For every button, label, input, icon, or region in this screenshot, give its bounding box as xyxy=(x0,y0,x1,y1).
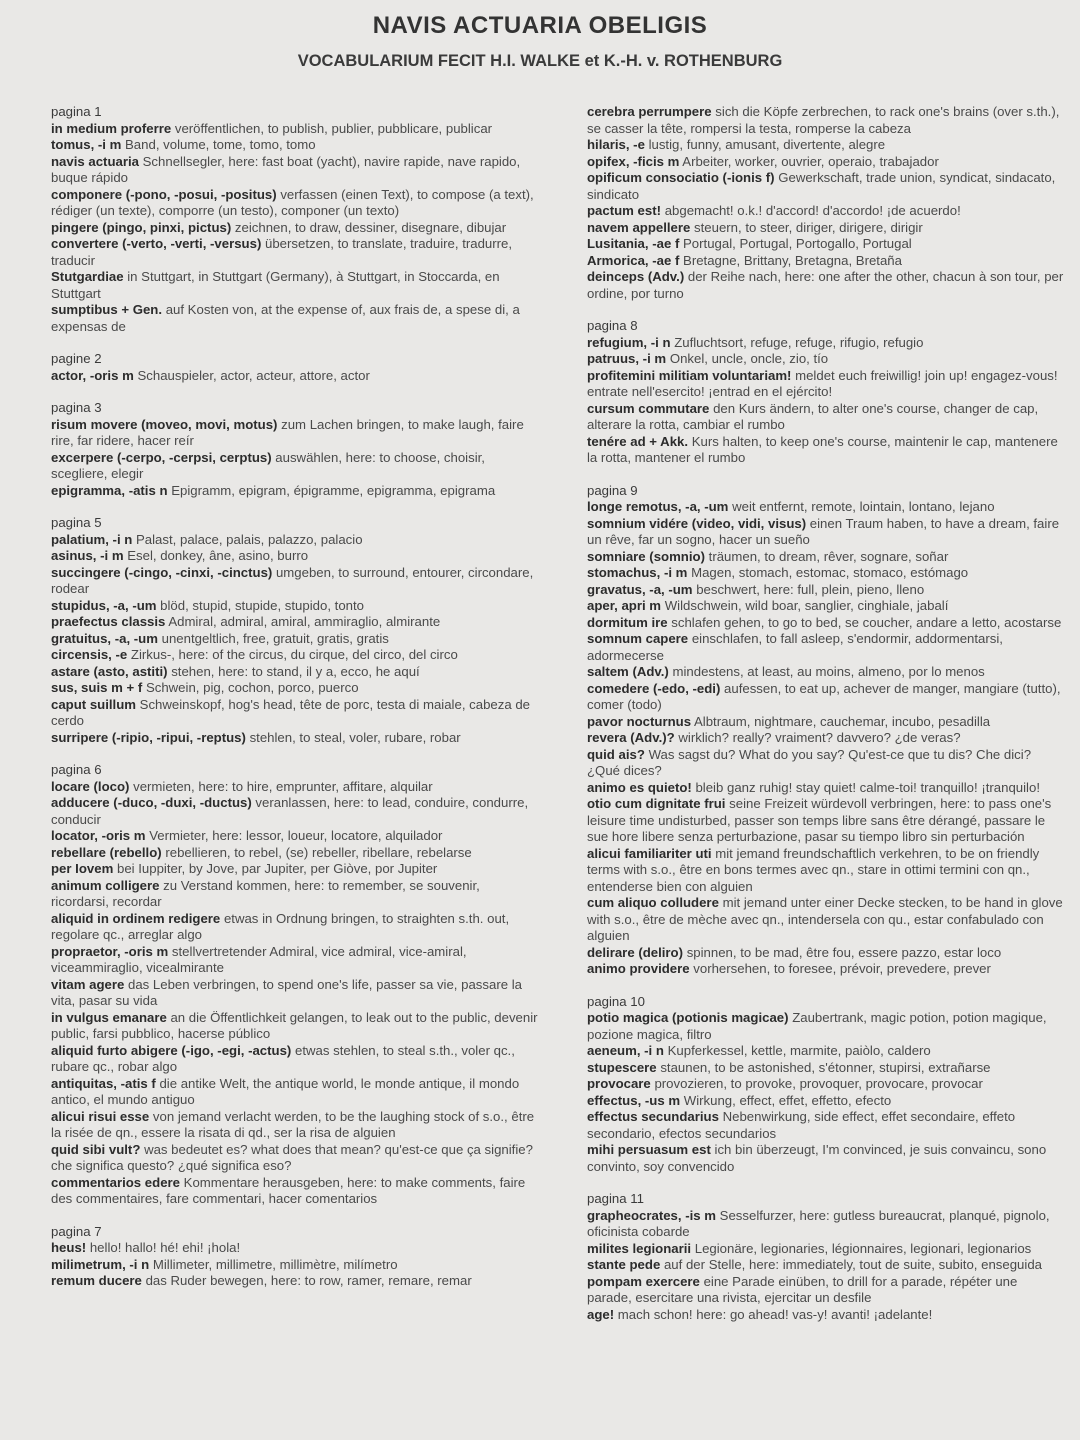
vocab-section xyxy=(587,104,1065,302)
vocab-section xyxy=(587,994,1065,1176)
vocab-entry xyxy=(51,1175,541,1208)
translations: bei Iuppiter, by Jove, par Jupiter, per Giòve, por Jupiter xyxy=(116,861,438,876)
vocab-entry xyxy=(51,548,541,565)
translations: Legionäre, legionaries, légionnaires, legionari, legionarios xyxy=(694,1240,1032,1256)
latin-term: animum colligere xyxy=(51,877,160,893)
vocab-entry xyxy=(51,1142,541,1175)
vocab-entry xyxy=(51,614,541,631)
latin-term: animo providere xyxy=(587,961,690,976)
vocab-section xyxy=(51,762,541,1208)
vocab-entry xyxy=(587,846,1065,896)
latin-term: vitam agere xyxy=(51,976,125,992)
translations: Portugal, Portugal, Portogallo, Portugal xyxy=(683,236,912,251)
latin-term: cursum commutare xyxy=(587,400,710,416)
latin-term: mihi persuasum est xyxy=(587,1142,711,1157)
vocab-section xyxy=(587,318,1065,467)
translations: Onkel, uncle, oncle, zio, tío xyxy=(669,351,829,366)
vocab-entry xyxy=(587,1257,1065,1274)
translations: mit jemand freundschaftlich verkehren, to be on friendly terms with s.o., être en bons termes avec qn., stare in ottimi termini con qn., entenderse bien con alguien xyxy=(587,845,1040,894)
latin-term: rebellare (rebello) xyxy=(51,844,162,860)
latin-term: circensis, -e xyxy=(51,647,128,662)
page-number-heading: pagina 11 xyxy=(587,1191,644,1206)
vocab-entry xyxy=(51,598,541,615)
vocab-entry xyxy=(51,302,541,335)
vocab-entry xyxy=(51,647,541,664)
vocab-entry xyxy=(587,516,1065,549)
translations: Wildschwein, wild boar, sanglier, cinghiale, jabalí xyxy=(664,598,949,613)
latin-term: saltem (Adv.) xyxy=(587,664,669,679)
translations: veröffentlichen, to publish, publier, pubblicare, publicar xyxy=(174,120,493,136)
latin-term: sus, suis m + f xyxy=(51,680,143,695)
translations: Palast, palace, palais, palazzo, palacio xyxy=(136,531,363,547)
vocab-entry xyxy=(587,137,1065,154)
vocab-entry xyxy=(587,269,1065,302)
latin-term: asinus, -i m xyxy=(51,548,124,563)
translations: auf der Stelle, here: immediately, tout de suite, subito, enseguida xyxy=(663,1257,1042,1272)
vocab-entry xyxy=(587,1142,1065,1175)
translations: der Reihe nach, here: one after the other, chacun à son tour, per ordine, por turno xyxy=(587,269,1064,301)
vocab-entry xyxy=(51,664,541,681)
vocab-entry xyxy=(587,730,1065,747)
translations: provozieren, to provoke, provoquer, provocare, provocar xyxy=(654,1076,983,1091)
latin-term: refugium, -i n xyxy=(587,334,671,350)
latin-term: per Iovem xyxy=(51,861,114,876)
translations: hello! hallo! hé! ehi! ¡hola! xyxy=(89,1240,241,1255)
latin-term: longe remotus, -a, -um xyxy=(587,499,729,514)
translations: Vermieter, here: lessor, loueur, locatore, alquilador xyxy=(149,828,443,843)
page-number-heading: pagina 7 xyxy=(51,1223,102,1239)
vocab-entry xyxy=(587,1208,1065,1241)
vocab-entry xyxy=(587,631,1065,664)
latin-term: age! xyxy=(587,1306,615,1322)
vocab-entry xyxy=(51,795,541,828)
vocab-entry xyxy=(587,236,1065,253)
vocab-entry xyxy=(51,137,541,154)
vocab-entry xyxy=(587,104,1065,137)
vocab-entry xyxy=(51,483,541,500)
vocab-entry xyxy=(51,368,541,385)
vocab-entry xyxy=(51,1043,541,1076)
right-column xyxy=(587,104,1065,1339)
vocab-entry xyxy=(51,911,541,944)
vocab-entry xyxy=(587,499,1065,516)
latin-term: cerebra perrumpere xyxy=(587,104,712,119)
latin-term: profitemini militiam voluntariam! xyxy=(587,367,792,383)
translations: Albtraum, nightmare, cauchemar, incubo, pesadilla xyxy=(693,713,991,729)
latin-term: aliquid furto abigere (-igo, -egi, -actus) xyxy=(51,1042,292,1058)
latin-term: pompam exercere xyxy=(587,1273,700,1289)
translations: mit jemand unter einer Decke stecken, to be hand in glove with s.o., être de mèche avec qn., intendersela con qu., estar confabulado con alguien xyxy=(587,895,1063,943)
translations: an die Öffentlichkeit gelangen, to leak out to the public, devenir public, farsi pubblico, hacerse público xyxy=(51,1009,538,1041)
latin-term: somnium vidére (video, vidi, visus) xyxy=(587,515,807,531)
latin-term: adducere (-duco, -duxi, -ductus) xyxy=(51,795,252,810)
latin-term: componere (-pono, -posui, -positus) xyxy=(51,186,277,202)
latin-term: navis actuaria xyxy=(51,153,139,169)
latin-term: alicui familiariter uti xyxy=(587,845,712,861)
translations: auf Kosten von, at the expense of, aux frais de, a spese di, a expensas de xyxy=(51,302,520,334)
vocab-entry xyxy=(51,1273,541,1290)
translations: in Stuttgart, in Stuttgart (Germany), à Stuttgart, in Stoccarda, en Stuttgart xyxy=(51,269,500,301)
latin-term: aliquid in ordinem redigere xyxy=(51,910,221,926)
vocab-entry xyxy=(51,1010,541,1043)
translations: abgemacht! o.k.! d'accord! d'accordo! ¡de acuerdo! xyxy=(664,203,961,218)
vocab-entry xyxy=(587,154,1065,171)
translations: veranlassen, here: to lead, conduire, condurre, conducir xyxy=(51,795,529,827)
latin-term: locator, -oris m xyxy=(51,828,146,843)
vocab-entry xyxy=(587,1043,1065,1060)
latin-term: gratuitus, -a, -um xyxy=(51,630,158,646)
translations: Schauspieler, actor, acteur, attore, actor xyxy=(137,367,370,383)
latin-term: alicui risui esse xyxy=(51,1108,150,1124)
latin-term: effectus secundarius xyxy=(587,1109,719,1124)
vocab-entry xyxy=(587,170,1065,203)
latin-term: pavor nocturnus xyxy=(587,713,692,729)
page-number-heading: pagina 9 xyxy=(587,482,638,498)
translations: Schweinskopf, hog's head, tête de porc, testa di maiale, cabeza de cerdo xyxy=(51,696,530,728)
vocab-entry xyxy=(587,434,1065,467)
page-number-heading: pagina 3 xyxy=(51,400,102,415)
page-number-heading: pagina 5 xyxy=(51,515,102,530)
translations: Kommentare herausgeben, here: to make comments, faire des commentaires, fare commentari, hacer comentarios xyxy=(51,1174,526,1206)
vocab-entry xyxy=(587,664,1065,681)
translations: staunen, to be astonished, s'étonner, stupirsi, extrañarse xyxy=(660,1059,991,1075)
translations: Admiral, admiral, amiral, ammiraglio, almirante xyxy=(168,614,441,629)
latin-term: commentarios edere xyxy=(51,1174,180,1190)
translations: Wirkung, effect, effet, effetto, efecto xyxy=(683,1092,892,1108)
latin-term: astare (asto, astiti) xyxy=(51,663,168,679)
vocab-entry xyxy=(587,615,1065,632)
latin-term: stupescere xyxy=(587,1059,657,1075)
translations: zu Verstand kommen, here: to remember, se souvenir, ricordarsi, recordar xyxy=(51,877,480,909)
latin-term: gravatus, -a, -um xyxy=(587,581,693,597)
latin-term: pactum est! xyxy=(587,203,662,218)
vocab-entry xyxy=(51,977,541,1010)
vocab-entry xyxy=(587,1241,1065,1258)
translations: Schwein, pig, cochon, porco, puerco xyxy=(145,680,359,695)
vocab-section xyxy=(51,1224,541,1290)
vocab-entry xyxy=(587,1060,1065,1077)
latin-term: Armorica, -ae f xyxy=(587,252,680,268)
latin-term: milimetrum, -i n xyxy=(51,1256,150,1272)
vocab-entry xyxy=(51,697,541,730)
latin-term: in medium proferre xyxy=(51,120,172,136)
latin-term: remum ducere xyxy=(51,1273,142,1288)
latin-term: quid ais? xyxy=(587,746,645,762)
translations: von jemand verlacht werden, to be the laughing stock of s.o., être la risée de qn., essere la risata di qd., ser la risa de alguien xyxy=(51,1108,535,1140)
vocab-entry xyxy=(587,253,1065,270)
translations: stehen, here: to stand, il y a, ecco, he aquí xyxy=(171,663,420,679)
vocab-entry xyxy=(587,780,1065,797)
page-number-heading: pagina 10 xyxy=(587,993,645,1009)
vocab-entry xyxy=(587,368,1065,401)
translations: steuern, to steer, diriger, dirigere, dirigir xyxy=(694,219,923,235)
translations: vorhersehen, to foresee, prévoir, prevedere, prever xyxy=(693,961,991,976)
translations: auswählen, here: to choose, choisir, scegliere, elegir xyxy=(51,449,485,481)
translations: träumen, to dream, rêver, sognare, soñar xyxy=(708,548,949,564)
vocab-entry xyxy=(587,796,1065,846)
latin-term: patruus, -i m xyxy=(587,351,667,366)
vocab-section xyxy=(587,483,1065,978)
latin-term: cum aliquo colludere xyxy=(587,895,719,910)
latin-term: caput suillum xyxy=(51,696,136,712)
page-number-heading: pagina 8 xyxy=(587,318,638,333)
translations: den Kurs ändern, to alter one's course, changer de cap, alterare la rotta, cambiar el rumbo xyxy=(587,400,1039,432)
vocab-entry xyxy=(51,779,541,796)
vocab-section xyxy=(51,104,541,335)
vocab-entry xyxy=(587,961,1065,978)
latin-term: in vulgus emanare xyxy=(51,1009,167,1025)
translations: umgeben, to surround, entourer, circondare, rodear xyxy=(51,564,534,596)
latin-term: antiquitas, -atis f xyxy=(51,1075,156,1091)
translations: mindestens, at least, au moins, almeno, por lo menos xyxy=(672,664,985,679)
translations: etwas in Ordnung bringen, to straighten s.th. out, regolare qc., arreglar algo xyxy=(51,910,510,942)
latin-term: opificum consociatio (-ionis f) xyxy=(587,170,775,185)
vocab-entry xyxy=(51,730,541,747)
latin-term: deinceps (Adv.) xyxy=(587,269,685,284)
vocab-entry xyxy=(51,631,541,648)
vocab-entry xyxy=(51,565,541,598)
latin-term: otio cum dignitate frui xyxy=(587,796,726,811)
vocab-entry xyxy=(51,1257,541,1274)
vocab-entry xyxy=(51,680,541,697)
translations: vermieten, here: to hire, emprunter, affitare, alquilar xyxy=(133,778,433,794)
translations: Zaubertrank, magic potion, potion magique, pozione magica, filtro xyxy=(587,1010,1047,1042)
translations: Zirkus-, here: of the circus, du cirque, del circo, del circo xyxy=(130,647,458,662)
latin-term: somnum capere xyxy=(587,631,689,646)
translations: Magen, stomach, estomac, stomaco, estómago xyxy=(691,565,969,580)
vocab-entry xyxy=(587,1010,1065,1043)
translations: stellvertretender Admiral, vice admiral, vice-amiral, viceammiraglio, vicealmirante xyxy=(51,943,467,975)
translations: Zufluchtsort, refuge, refuge, rifugio, refugio xyxy=(674,334,924,350)
translations: übersetzen, to translate, traduire, tradurre, traducir xyxy=(51,236,513,268)
page-title: NAVIS ACTUARIA OBELIGIS xyxy=(372,12,708,39)
translations: unentgeltlich, free, gratuit, gratis, gratis xyxy=(161,630,389,646)
latin-term: stomachus, -i m xyxy=(587,565,688,580)
vocab-section xyxy=(51,351,541,384)
translations: verfassen (einen Text), to compose (a text), rédiger (un texte), comporre (un testo), componer (un texto) xyxy=(51,186,534,218)
vocab-entry xyxy=(587,945,1065,962)
vocab-entry xyxy=(587,1307,1065,1324)
translations: weit entfernt, remote, lointain, lontano, lejano xyxy=(732,499,995,514)
latin-term: aper, apri m xyxy=(587,598,662,613)
vocab-section xyxy=(51,400,541,499)
translations: etwas stehlen, to steal s.th., voler qc., rubare qc., robar algo xyxy=(51,1042,515,1074)
latin-term: aeneum, -i n xyxy=(587,1043,664,1058)
page-subtitle: VOCABULARIUM FECIT H.I. WALKE et K.-H. v. ROTHENBURG xyxy=(297,52,783,70)
latin-term: revera (Adv.)? xyxy=(587,730,675,745)
vocab-entry xyxy=(51,944,541,977)
latin-term: delirare (deliro) xyxy=(587,944,684,960)
latin-term: Stutgardiae xyxy=(51,269,124,284)
latin-term: stupidus, -a, -um xyxy=(51,597,157,613)
latin-term: Lusitania, -ae f xyxy=(587,236,680,251)
page-number-heading: pagine 2 xyxy=(51,351,102,366)
translations: blöd, stupid, stupide, stupido, tonto xyxy=(160,597,364,613)
latin-term: hilaris, -e xyxy=(587,137,645,152)
translations: zeichnen, to draw, dessiner, disegnare, dibujar xyxy=(234,219,507,235)
translations: schlafen gehen, to go to bed, se coucher, andare a letto, acostarse xyxy=(671,614,1062,630)
vocab-entry xyxy=(587,747,1065,780)
translations: aufessen, to eat up, achever de manger, mangiare (tutto), comer (todo) xyxy=(587,680,1061,712)
latin-term: milites legionarii xyxy=(587,1240,692,1256)
latin-term: quid sibi vult? xyxy=(51,1141,141,1157)
latin-term: actor, -oris m xyxy=(51,367,134,383)
translations: das Ruder bewegen, here: to row, ramer, remare, remar xyxy=(145,1273,472,1288)
vocab-entry xyxy=(587,895,1065,945)
latin-term: dormitum ire xyxy=(587,614,668,630)
latin-term: stante pede xyxy=(587,1257,661,1272)
vocab-entry xyxy=(51,845,541,862)
latin-term: surripere (-ripio, -ripui, -reptus) xyxy=(51,729,246,745)
latin-term: risum movere (moveo, movi, motus) xyxy=(51,416,278,432)
translations: ich bin überzeugt, I'm convinced, je suis convaincu, sono convinto, soy convencido xyxy=(587,1142,1047,1174)
vocab-entry xyxy=(587,681,1065,714)
translations: beschwert, here: full, plein, pieno, lleno xyxy=(696,581,925,597)
translations: lustig, funny, amusant, divertente, alegre xyxy=(648,137,886,152)
latin-term: epigramma, -atis n xyxy=(51,482,168,498)
vocab-entry xyxy=(51,187,541,220)
vocab-entry xyxy=(51,532,541,549)
vocab-entry xyxy=(587,335,1065,352)
latin-term: navem appellere xyxy=(587,219,691,235)
translations: mach schon! here: go ahead! vas-y! avanti! ¡adelante! xyxy=(617,1306,933,1322)
vocab-entry xyxy=(51,154,541,187)
translations: das Leben verbringen, to spend one's life, passer sa vie, passare la vita, pasar su vida xyxy=(51,976,522,1008)
vocab-entry xyxy=(51,417,541,450)
translations: rebellieren, to rebel, (se) rebeller, ribellare, rebelarse xyxy=(165,844,472,860)
page-number-heading: pagina 1 xyxy=(51,104,102,119)
vocab-entry xyxy=(51,269,541,302)
latin-term: sumptibus + Gen. xyxy=(51,302,163,317)
translations: Bretagne, Brittany, Bretagna, Bretaña xyxy=(683,252,902,268)
vocab-entry xyxy=(587,549,1065,566)
translations: Millimeter, millimetre, millimètre, milímetro xyxy=(152,1256,398,1272)
latin-term: effectus, -us m xyxy=(587,1092,681,1108)
translations: Kurs halten, to keep one's course, maintenir le cap, mantenere la rotta, mantener el rumbo xyxy=(587,433,1058,465)
vocab-entry xyxy=(587,714,1065,731)
translations: seine Freizeit würdevoll verbringen, here: to pass one's leisure time undisturbed, passer son temps libre sans être dérangé, passare le sue hore libere senza perturbazione, pasar su tiempo libro sin perturbación xyxy=(587,796,1052,844)
vocab-entry xyxy=(587,220,1065,237)
latin-term: tenére ad + Akk. xyxy=(587,433,689,449)
vocab-entry xyxy=(587,1109,1065,1142)
vocab-entry xyxy=(51,828,541,845)
translations: zum Lachen bringen, to make laugh, faire rire, far ridere, hacer reír xyxy=(51,416,524,448)
latin-term: convertere (-verto, -verti, -versus) xyxy=(51,236,262,251)
translations: Arbeiter, worker, ouvrier, operaio, trabajador xyxy=(682,153,939,169)
latin-term: pingere (pingo, pinxi, pictus) xyxy=(51,219,232,235)
vocab-entry xyxy=(587,351,1065,368)
latin-term: somniare (somnio) xyxy=(587,548,705,564)
vocab-entry xyxy=(51,121,541,138)
vocab-entry xyxy=(51,1109,541,1142)
translations: bleib ganz ruhig! stay quiet! calme-toi! tranquillo! ¡tranquilo! xyxy=(695,779,1040,795)
translations: Nebenwirkung, side effect, effet secondaire, effeto secondario, efectos secundarios xyxy=(587,1109,1016,1141)
translations: einen Traum haben, to have a dream, faire un rêve, far un sogno, hacer un sueño xyxy=(587,515,1060,547)
translations: Epigramm, epigram, épigramme, epigramma, epigrama xyxy=(171,482,496,498)
translations: was bedeutet es? what does that mean? qu'est-ce que ça signifie? che significa questo? ¿qué significa eso? xyxy=(51,1141,533,1173)
translations: die antike Welt, the antique world, le monde antique, il mondo antico, el mundo antiguo xyxy=(51,1075,520,1107)
vocab-entry xyxy=(51,878,541,911)
latin-term: animo es quieto! xyxy=(587,779,692,795)
vocab-entry xyxy=(51,1076,541,1109)
translations: Band, volume, tome, tomo, tomo xyxy=(125,137,316,152)
vocab-section xyxy=(51,515,541,746)
vocab-entry xyxy=(587,1093,1065,1110)
vocab-entry xyxy=(51,236,541,269)
vocab-entry xyxy=(587,598,1065,615)
latin-term: comedere (-edo, -edi) xyxy=(587,680,721,696)
vocab-entry xyxy=(587,565,1065,582)
translations: Gewerkschaft, trade union, syndicat, sindacato, sindicato xyxy=(587,170,1056,202)
translations: Esel, donkey, âne, asino, burro xyxy=(127,548,309,563)
latin-term: potio magica (potionis magicae) xyxy=(587,1010,789,1025)
vocab-section xyxy=(587,1191,1065,1323)
page-number-heading: pagina 6 xyxy=(51,762,102,777)
vocab-entry xyxy=(587,401,1065,434)
vocab-entry xyxy=(51,1240,541,1257)
vocab-entry xyxy=(587,1274,1065,1307)
vocab-entry xyxy=(51,450,541,483)
latin-term: opifex, -ficis m xyxy=(587,153,680,169)
vocab-entry xyxy=(51,220,541,237)
latin-term: propraetor, -oris m xyxy=(51,943,169,959)
vocab-entry xyxy=(51,861,541,878)
translations: Kupferkessel, kettle, marmite, paiòlo, caldero xyxy=(667,1043,931,1058)
vocab-entry xyxy=(587,582,1065,599)
latin-term: praefectus classis xyxy=(51,614,166,629)
left-column xyxy=(51,104,541,1306)
latin-term: palatium, -i n xyxy=(51,531,133,547)
translations: spinnen, to be mad, être fou, essere pazzo, estar loco xyxy=(686,944,1002,960)
translations: einschlafen, to fall asleep, s'endormir, addormentarsi, adormecerse xyxy=(587,631,1003,663)
latin-term: heus! xyxy=(51,1240,87,1255)
latin-term: tomus, -i m xyxy=(51,137,122,152)
translations: wirklich? really? vraiment? davvero? ¿de veras? xyxy=(678,730,961,745)
latin-term: provocare xyxy=(587,1076,651,1091)
vocab-entry xyxy=(587,1076,1065,1093)
translations: eine Parade einüben, to drill for a parade, répéter une parade, esercitare una rivista, ejercitar un desfile xyxy=(587,1273,1018,1305)
latin-term: excerpere (-cerpo, -cerpsi, cerptus) xyxy=(51,449,272,465)
translations: stehlen, to steal, voler, rubare, robar xyxy=(249,729,461,745)
translations: sich die Köpfe zerbrechen, to rack one's brains (over s.th.), se casser la tête, rompersi la testa, romperse la cabeza xyxy=(587,104,1060,136)
vocab-entry xyxy=(587,203,1065,220)
latin-term: locare (loco) xyxy=(51,778,130,794)
latin-term: succingere (-cingo, -cinxi, -cinctus) xyxy=(51,564,273,580)
translations: Was sagst du? What do you say? Qu'est-ce que tu dis? Che dici? ¿Qué dices? xyxy=(587,746,1032,778)
translations: Schnellsegler, here: fast boat (yacht), navire rapide, nave rapido, buque rápido xyxy=(51,153,521,185)
latin-term: grapheocrates, -is m xyxy=(587,1207,716,1223)
translations: meldet euch freiwillig! join up! engagez-vous! entrate nell'esercito! ¡entrad en el ejército! xyxy=(587,367,1058,399)
translations: Sesselfurzer, here: gutless bureaucrat, planqué, pignolo, oficinista cobarde xyxy=(587,1207,1050,1239)
